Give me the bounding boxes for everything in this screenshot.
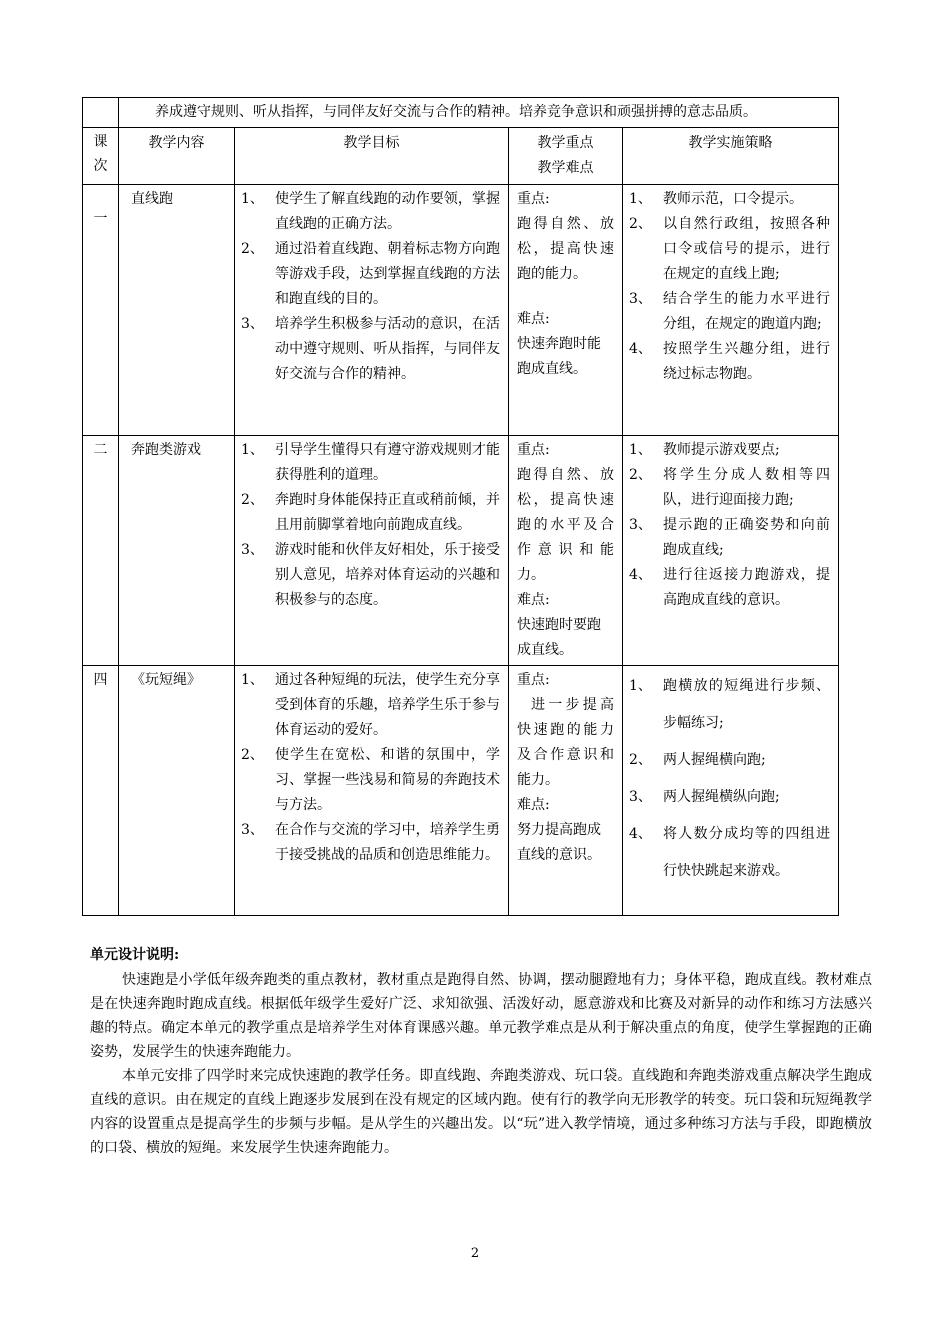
list-item: 3、 培养学生积极参与活动的意识，在活动中遵守规则、听从指挥，与同伴友好交流与合作的精神。 bbox=[241, 316, 500, 382]
list-item: 1、 教师示范，口令提示。 bbox=[629, 191, 803, 207]
lesson-strategies bbox=[623, 185, 839, 436]
difficulty-text: 快速跑时要跑成直线。 bbox=[517, 617, 601, 658]
list-item: 1、 使学生了解直线跑的动作要领，掌握直线跑的正确方法。 bbox=[241, 191, 500, 232]
lesson-content: 直线跑 bbox=[119, 185, 235, 436]
key-label: 重点: bbox=[517, 672, 550, 688]
lesson-number: 一 bbox=[83, 185, 119, 436]
list-item: 1、 通过各种短绳的玩法，使学生充分享受到体育的乐趣，培养学生乐于参与体育运动的爱好。 bbox=[241, 672, 500, 738]
list-item: 1、 引导学生懂得只有遵守游戏规则才能获得胜利的道理。 bbox=[241, 442, 500, 483]
header-difficult: 教学难点 bbox=[537, 160, 594, 176]
difficulty-label: 难点: bbox=[517, 797, 550, 813]
intro-text: 养成遵守规则、听从指挥，与同伴友好交流与合作的精神。培养竞争意识和顽强拼搏的意志品质。 bbox=[119, 98, 839, 128]
list-item: 2、 将学生分成人数相等四队，进行迎面接力跑; bbox=[629, 467, 830, 508]
key-text: 跑得自然、放松，提高快速跑的能力。 bbox=[517, 216, 614, 282]
list-item: 3、 游戏时能和伙伴友好相处，乐于接受别人意见，培养对体育运动的兴趣和积极参与的态度。 bbox=[241, 542, 500, 608]
list-item: 2、 两人握绳横向跑; bbox=[629, 752, 766, 768]
lesson-objectives bbox=[235, 436, 509, 666]
header-strategies: 教学实施策略 bbox=[623, 128, 839, 185]
lesson-number: 二 bbox=[83, 436, 119, 666]
lesson-content: 《玩短绳》 bbox=[119, 666, 235, 916]
notes-paragraph: 本单元安排了四学时来完成快速跑的教学任务。即直线跑、奔跑类游戏、玩口袋。直线跑和奔跑类游戏重点解决学生跑成直线的意识。由在规定的直线上跑逐步发展到在没有规定的区域内跑。使有行的教学向无形教学的转变。玩口袋和玩短绳教学内容的设置重点是提高学生的步频与步幅。是从学生的兴趣出发。以“玩”进入教学情境，通过多种练习方法与手段，即跑横放的口袋、横放的短绳。来发展学生快速奔跑能力。 bbox=[90, 1068, 872, 1156]
list-item: 3、 结合学生的能力水平进行分组，在规定的跑道内跑; bbox=[629, 291, 830, 332]
list-item: 3、 两人握绳横纵向跑; bbox=[629, 789, 780, 805]
list-item: 4、 进行往返接力跑游戏，提高跑成直线的意识。 bbox=[629, 567, 830, 608]
list-item: 2、 使学生在宽松、和谐的氛围中，学习、掌握一些浅易和简易的奔跑技术与方法。 bbox=[241, 747, 500, 813]
key-text: 跑得自然、放松，提高快速跑的水平及合作意识和能力。 bbox=[517, 467, 614, 583]
difficulty-label: 难点: bbox=[517, 592, 550, 608]
list-item: 3、 提示跑的正确姿势和向前跑成直线; bbox=[629, 517, 830, 558]
page-number: 2 bbox=[470, 1246, 480, 1261]
notes-paragraph: 快速跑是小学低年级奔跑类的重点教材，教材重点是跑得自然、协调，摆动腿蹬地有力；身体平稳，跑成直线。教材难点是在快速奔跑时跑成直线。根据低年级学生爱好广泛、求知欲强、活泼好动，愿意游戏和比赛及对新异的动作和练习方法感兴趣的特点。确定本单元的教学重点是培养学生对体育课感兴趣。单元教学难点是从利于解决重点的角度，使学生掌握跑的正确姿势，发展学生的快速奔跑能力。 bbox=[90, 972, 872, 1060]
lesson-key-points bbox=[509, 185, 623, 436]
header-objectives: 教学目标 bbox=[235, 128, 509, 185]
intro-row bbox=[83, 98, 839, 128]
header-key-difficult bbox=[509, 128, 623, 185]
unit-notes-title: 单元设计说明: bbox=[90, 947, 180, 963]
header-key: 教学重点 bbox=[537, 135, 594, 151]
lesson-objectives bbox=[235, 185, 509, 436]
lesson-strategies bbox=[623, 666, 839, 916]
difficulty-label: 难点: bbox=[517, 311, 550, 327]
lesson-objectives bbox=[235, 666, 509, 916]
list-item: 1、 教师提示游戏要点; bbox=[629, 442, 780, 458]
key-text: 进一步提高快速跑的能力及合作意识和能力。 bbox=[517, 697, 614, 788]
table-row bbox=[83, 436, 839, 666]
difficulty-text: 快速奔跑时能跑成直线。 bbox=[517, 336, 601, 377]
intro-empty-cell bbox=[83, 98, 119, 128]
lesson-plan-table bbox=[82, 97, 839, 916]
lesson-strategies bbox=[623, 436, 839, 666]
key-label: 重点: bbox=[517, 191, 550, 207]
lesson-key-points bbox=[509, 666, 623, 916]
list-item: 2、 奔跑时身体能保持正直或稍前倾，并且用前脚掌着地向前跑成直线。 bbox=[241, 492, 500, 533]
list-item: 4、 将人数分成均等的四组进行快快跳起来游戏。 bbox=[629, 826, 830, 879]
lesson-key-points bbox=[509, 436, 623, 666]
key-label: 重点: bbox=[517, 442, 550, 458]
list-item: 1、 跑横放的短绳进行步频、步幅练习; bbox=[629, 678, 830, 731]
header-content: 教学内容 bbox=[119, 128, 235, 185]
table-row bbox=[83, 185, 839, 436]
list-item: 2、 通过沿着直线跑、朝着标志物方向跑等游戏手段，达到掌握直线跑的方法和跑直线的目的。 bbox=[241, 241, 500, 307]
unit-notes-body bbox=[90, 968, 872, 1160]
lesson-content: 奔跑类游戏 bbox=[119, 436, 235, 666]
table-row bbox=[83, 666, 839, 916]
lesson-number: 四 bbox=[83, 666, 119, 916]
header-row bbox=[83, 128, 839, 185]
list-item: 2、 以自然行政组，按照各种口令或信号的提示，进行在规定的直线上跑; bbox=[629, 216, 830, 282]
list-item: 3、 在合作与交流的学习中，培养学生勇于接受挑战的品质和创造思维能力。 bbox=[241, 822, 500, 863]
list-item: 4、 按照学生兴趣分组，进行绕过标志物跑。 bbox=[629, 341, 830, 382]
difficulty-text: 努力提高跑成直线的意识。 bbox=[517, 822, 601, 863]
header-lesson: 课次 bbox=[83, 128, 119, 185]
